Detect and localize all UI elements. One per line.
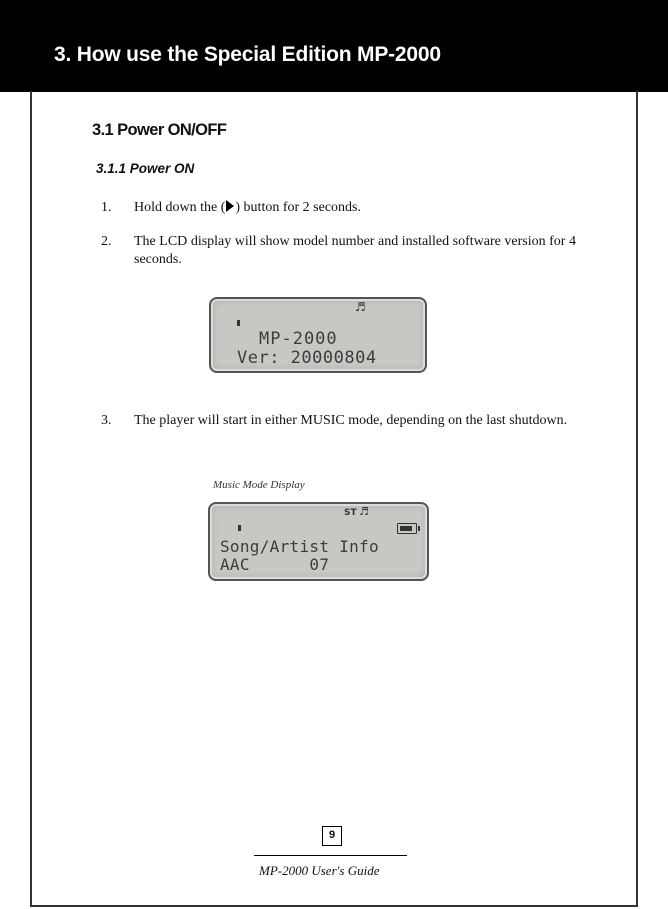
step-1-text-before: Hold down the (: [134, 200, 226, 215]
footer-guide-title: MP-2000 User's Guide: [259, 863, 380, 878]
battery-icon: [397, 523, 417, 534]
stereo-indicator: ST: [344, 508, 357, 518]
lcd-indicator-icon: [237, 320, 240, 326]
step-1-text: [134, 199, 576, 217]
music-note-icon: ♬: [355, 300, 366, 314]
music-mode-caption: Music Mode Display: [213, 479, 305, 491]
chapter-title: 3. How use the Special Edition MP-2000: [54, 43, 441, 66]
step-3-text: The player will start in either MUSIC mode, depending on the last shutdown.: [134, 413, 568, 428]
section-heading: 3.1 Power ON/OFF: [92, 121, 227, 139]
lcd-codec-track-line: AAC 07: [220, 555, 330, 574]
step-3-number: 3.: [101, 413, 112, 428]
lcd-song-artist-line: Song/Artist Info: [220, 537, 379, 556]
page-header: [0, 0, 668, 92]
lcd-startup-display: [209, 297, 427, 373]
subsection-heading: 3.1.1 Power ON: [96, 161, 195, 176]
step-2-text: The LCD display will show model number and installed software version for 4 seconds.: [134, 234, 576, 267]
lcd-indicator-icon: [238, 525, 241, 531]
footer-divider: [254, 855, 407, 856]
step-1-number: 1.: [101, 200, 112, 215]
step-1-text-after: ) button for 2 seconds.: [235, 200, 361, 215]
page-number: 9: [322, 826, 342, 846]
step-2-number: 2.: [101, 234, 112, 249]
lcd-music-display: [208, 502, 429, 581]
lcd-version-line: Ver: 20000804: [237, 348, 377, 368]
music-note-icon: ♬: [359, 505, 369, 518]
lcd-model-line: MP-2000: [259, 329, 338, 349]
play-icon: [226, 200, 234, 212]
